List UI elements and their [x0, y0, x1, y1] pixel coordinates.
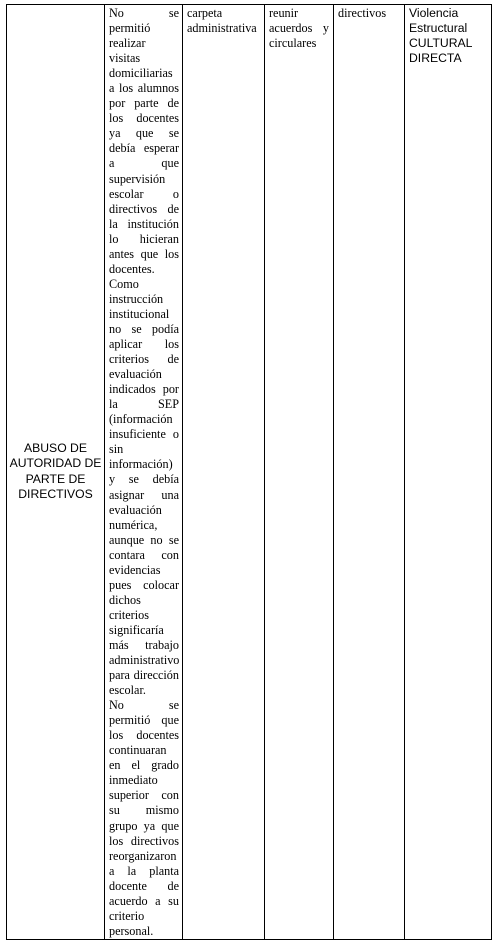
table-row	[7, 5, 492, 940]
actor-text: directivos	[338, 6, 387, 20]
description-cell	[105, 5, 183, 940]
actor-cell	[334, 5, 405, 940]
evidence-text: carpeta administrativa	[187, 6, 257, 36]
violence-type-cell	[405, 5, 492, 940]
description-paragraph: No se permitió realizar visitas domiciliarias a los alumnos por parte de los docentes ya que se debía esperar a que supervisión escolar o directivos de la institución lo hicieran antes que los docentes.	[109, 6, 179, 276]
action-cell	[265, 5, 334, 940]
document-table	[6, 4, 492, 940]
category-cell	[7, 5, 105, 940]
violence-type-text: Violencia Estructural CULTURAL DIRECTA	[409, 6, 472, 66]
evidence-cell	[183, 5, 265, 940]
action-text: reunir acuerdos y circulares	[269, 6, 329, 51]
category-text: ABUSO DE AUTORIDAD DE PARTE DE DIRECTIVOS	[9, 440, 102, 502]
description-paragraph: No se permitió que los docentes continuaran en el grado inmediato superior con su mismo grupo ya que los directivos reorganizaron a la planta docente de acuerdo a su criterio personal.	[109, 698, 179, 938]
description-paragraph: Como instrucción institucional no se podía aplicar los criterios de evaluación indicados por la SEP (información insuficiente o sin información) y se debía asignar una evaluación numérica, aunque no se contara con evidencias pues colocar dichos criterios significaría más trabajo administrativo para dirección escolar.	[109, 276, 180, 698]
